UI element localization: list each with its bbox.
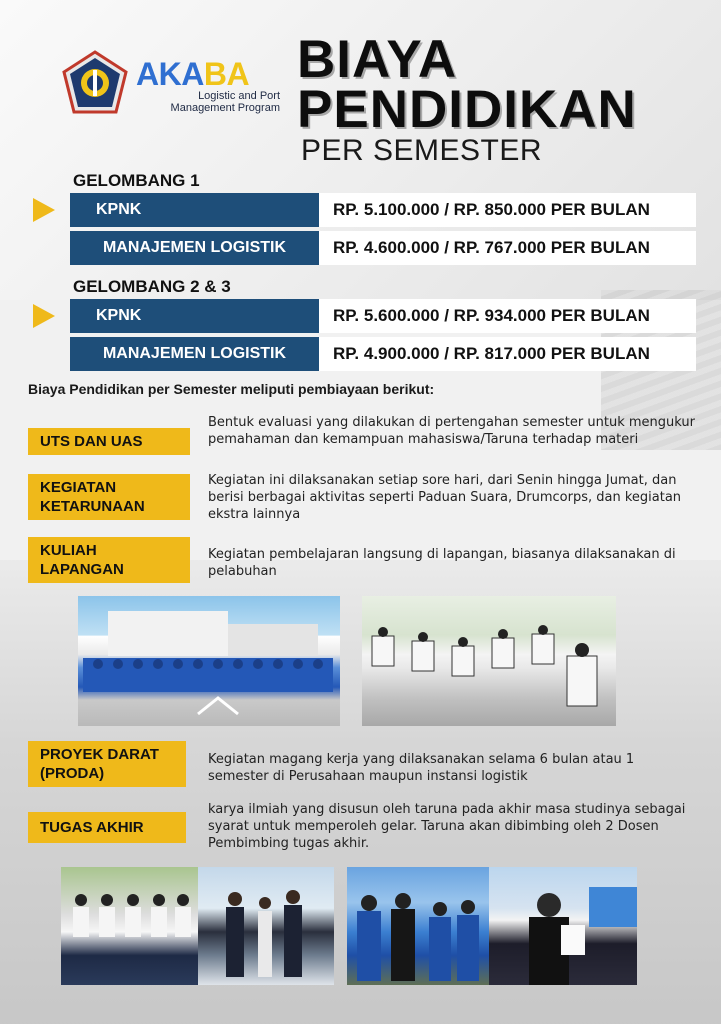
graduate-photo-art [489,867,637,985]
program-name: MANAJEMEN LOGISTIK [70,231,319,265]
graduate-photo [489,867,637,985]
price-row [70,337,696,371]
campus-building-photo [78,596,340,726]
cadets-uniform-photo [61,867,198,985]
item-tag-kegiatan-ketarunaan [28,474,190,520]
ship-photo-art [198,867,334,985]
group-2-arrow-icon [33,304,55,328]
brand-tagline: Logistic and Port Management Program [170,90,280,114]
item-description: Kegiatan pembelajaran langsung di lapangan, biasanya dilaksanakan di pelabuhan [208,547,676,579]
item-tag-line: KETARUNAAN [40,498,145,515]
program-price: RP. 5.600.000 / RP. 934.000 PER BULAN [319,299,696,333]
campus-photo-art [78,596,340,726]
group-2-label: GELOMBANG 2 & 3 [73,277,231,296]
page-title [297,30,637,139]
program-name: MANAJEMEN LOGISTIK [70,337,319,371]
cadets-photo-art [61,867,198,985]
akaba-emblem-icon [62,50,128,116]
item-description: Kegiatan magang kerja yang dilaksanakan selama 6 bulan atau 1 semester di Perusahaan maupun instansi logistik [208,752,635,784]
item-description: Kegiatan ini dilaksanakan setiap sore hari, dari Senin hingga Jumat, dan berisi berbagai aktivitas seperti Paduan Suara, Drumcorps, dan kegiatan ekstra lainnya [208,473,682,522]
brand-name [136,58,249,90]
item-tag-proyek-darat [28,741,186,787]
item-tag-line: PROYEK DARAT [40,746,159,763]
price-row [70,193,696,227]
brand-part-2: BA [203,56,250,92]
brand-part-1: AKA [136,56,204,92]
title-line-2: PENDIDIKAN [297,80,637,139]
akaba-logo [62,50,280,120]
item-tag-line: TUGAS AKHIR [40,819,144,836]
item-description: karya ilmiah yang disusun oleh taruna pada akhir masa studinya sebagai syarat untuk memperoleh gelar. Taruna akan dibimbing oleh 2 Dosen Pembimbing tugas akhir. [208,802,686,851]
ship-deck-photo [198,867,334,985]
page-subtitle: PER SEMESTER [301,134,543,167]
title-line-1: BIAYA [297,30,458,89]
group-1-arrow-icon [33,198,55,222]
classroom-photo [362,596,616,726]
item-tag-line: (PRODA) [40,765,105,782]
item-tag-kuliah-lapangan [28,537,190,583]
program-price: RP. 4.900.000 / RP. 817.000 PER BULAN [319,337,696,371]
program-name: KPNK [70,299,319,333]
program-price: RP. 5.100.000 / RP. 850.000 PER BULAN [319,193,696,227]
item-tag-line: KEGIATAN [40,479,117,496]
officers-photo-art [347,867,489,985]
item-tag-line: KULIAH [40,542,97,559]
price-row [70,231,696,265]
price-row [70,299,696,333]
group-1-label: GELOMBANG 1 [73,171,200,190]
officers-photo [347,867,489,985]
program-name: KPNK [70,193,319,227]
item-description: Bentuk evaluasi yang dilakukan di pertengahan semester untuk mengukur pemahaman dan kemampuan mahasiswa/Taruna terhadap materi [208,415,695,447]
item-tag-uts-uas [28,428,190,455]
item-tag-line: LAPANGAN [40,561,124,578]
includes-heading: Biaya Pendidikan per Semester meliputi pembiayaan berikut: [28,381,435,397]
item-tag-tugas-akhir [28,812,186,843]
item-tag-line: UTS DAN UAS [40,433,143,450]
classroom-photo-art [362,596,616,726]
program-price: RP. 4.600.000 / RP. 767.000 PER BULAN [319,231,696,265]
